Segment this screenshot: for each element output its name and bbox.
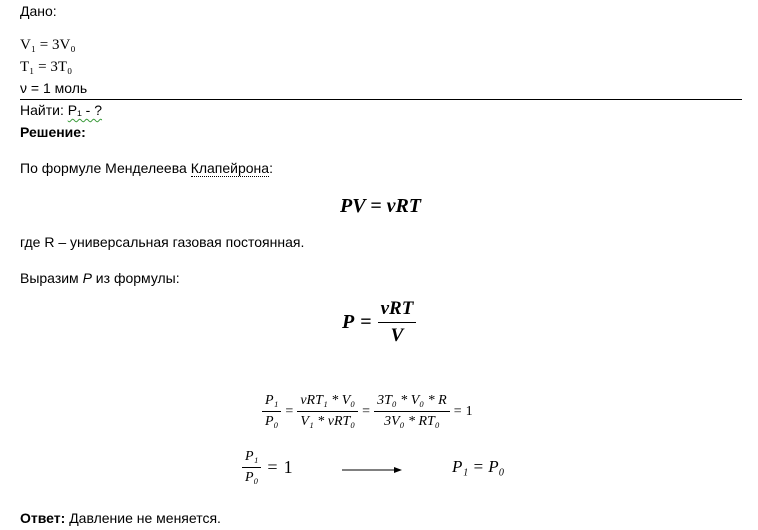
conclusion-rhs: P₁ = P₀	[452, 457, 505, 476]
conclusion-num: P₁	[242, 449, 261, 468]
formula2-lhs: P	[342, 311, 355, 333]
find-row	[20, 102, 102, 118]
express-suffix: из формулы:	[91, 270, 180, 286]
divider-line	[20, 99, 742, 100]
ratio-mid	[297, 393, 358, 430]
formula2-fraction	[378, 298, 417, 347]
find-label: Найти:	[20, 102, 64, 118]
ratio-mid-num: νRT₁ * V₀	[297, 393, 358, 412]
formula2-denominator: V	[390, 325, 404, 346]
intro-suffix: :	[269, 160, 273, 176]
express-line	[20, 270, 180, 286]
ratio-equals-2: =	[362, 403, 371, 419]
ratio-lhs	[262, 393, 281, 430]
express-prefix: Выразим	[20, 270, 83, 286]
ratio-right	[374, 393, 450, 430]
express-var: P	[82, 270, 92, 286]
ratio-equals-1: =	[285, 403, 294, 419]
intro-prefix: По формуле Менделеева	[20, 160, 187, 176]
find-value: P₁ - ?	[67, 102, 103, 118]
formula2-equals: =	[360, 311, 372, 333]
answer-line	[20, 510, 221, 526]
given-line-3: ν = 1 моль	[20, 80, 88, 96]
intro-line	[20, 160, 273, 176]
formula2-numerator: νRT	[378, 298, 417, 323]
given-title: Дано:	[20, 3, 57, 19]
ratio-lhs-den: P₀	[265, 414, 279, 429]
given-line-2: T₁ = 3T₀	[20, 59, 73, 75]
answer-label: Ответ:	[20, 510, 66, 526]
formula-p-expression	[342, 298, 416, 347]
arrow-icon	[342, 465, 402, 475]
conclusion-equals: =	[267, 457, 278, 477]
conclusion-den: P₀	[245, 470, 259, 485]
intro-name: Клапейрона	[190, 160, 270, 176]
ratio-result: 1	[465, 403, 473, 419]
conclusion-fraction	[242, 449, 261, 486]
ratio-right-den: 3V₀ * RT₀	[384, 414, 440, 429]
solution-heading: Решение:	[20, 124, 86, 140]
ratio-equals-3: =	[453, 403, 462, 419]
answer-text: Давление не меняется.	[69, 510, 221, 526]
r-note: где R – универсальная газовая постоянная.	[20, 234, 305, 250]
given-line-1: V₁ = 3V₀	[20, 37, 76, 53]
conclusion-lhs	[242, 449, 293, 486]
conclusion-value: 1	[283, 457, 293, 477]
ratio-right-num: 3T₀ * V₀ * R	[374, 393, 450, 412]
ratio-lhs-num: P₁	[262, 393, 281, 412]
ratio-mid-den: V₁ * νRT₀	[300, 414, 356, 429]
formula-mendeleev-clapeyron: PV = νRT	[340, 195, 422, 217]
ratio-equation	[262, 393, 473, 430]
